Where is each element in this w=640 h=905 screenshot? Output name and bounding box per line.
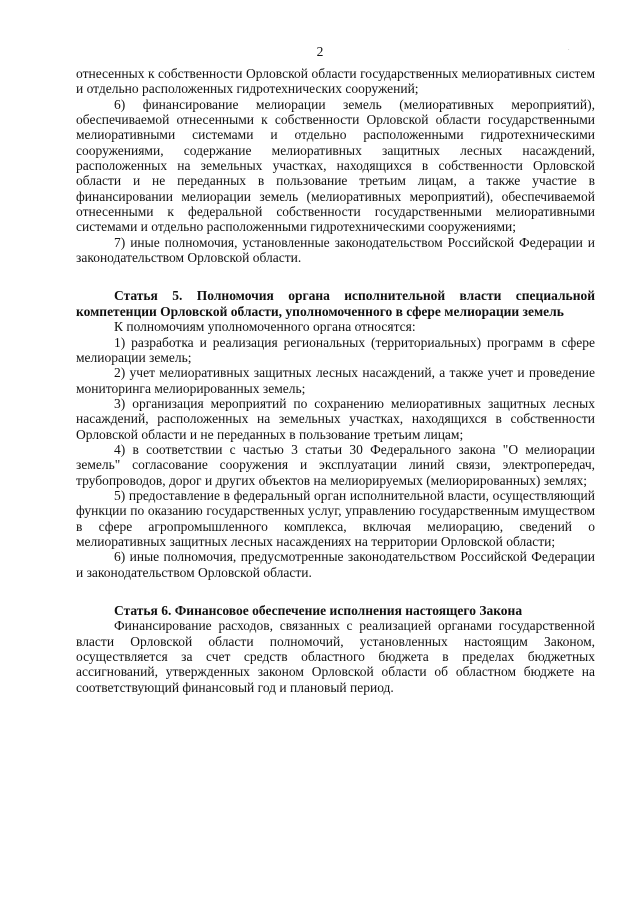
article-6-text: Финансирование расходов, связанных с реализацией органами государственной власти Орловской области полномочий, установленных настоящим Законом, осуществляется за счет средств областного бюджета в пределах бюджетных ассигнований, утвержденных законом Орловской области об областном бюджете на соответствующий финансовый год и плановый период. (76, 618, 595, 695)
page-number: 2 (316, 44, 324, 59)
article-5-intro: К полномочиям уполномоченного органа относятся: (114, 319, 416, 335)
article-5-item-4: 4) в соответствии с частью 3 статьи 30 Федерального закона "О мелиорации земель" согласование сооружения и эксплуатации линий связи, электропередач, трубопроводов, дорог и других объектов на мелиорируемых (мелиорированных) землях; (76, 441, 595, 488)
article-5-item-6: 6) иные полномочия, предусмотренные законодательством Российской Федерации и законодательством Орловской области. (76, 549, 595, 580)
list-item-7: 7) иные полномочия, установленные законодательством Российской Федерации и законодательством Орловской области. (76, 234, 595, 266)
scan-mark: . (568, 46, 570, 52)
section-spacer (76, 265, 595, 288)
article-5-heading: Статья 5. Полномочия органа исполнительной власти специальной компетенции Орловской области, уполномоченного в сфере мелиорации земель (76, 288, 595, 319)
article-5-item-1: 1) разработка и реализация региональных (территориальных) программ в сфере мелиорации земель; (76, 334, 595, 365)
article-5-item-2: 2) учет мелиоративных защитных лесных насаждений, а также учет и проведение мониторинга мелиорированных земель; (76, 365, 595, 396)
article-5-item-3: 3) организация мероприятий по сохранению мелиоративных защитных лесных насаждений, расположенных на земельных участках, находящихся в собственности Орловской области и не переданных в пользование третьим лицам; (76, 395, 595, 442)
section-spacer (76, 580, 595, 603)
article-6-heading: Статья 6. Финансовое обеспечение исполнения настоящего Закона (114, 603, 523, 618)
paragraph-continuation: отнесенных к собственности Орловской области государственных мелиоративных систем и отдельно расположенных гидротехнических сооружений; (76, 66, 595, 97)
article-5-item-5: 5) предоставление в федеральный орган исполнительной власти, осуществляющий функции по оказанию государственных услуг, управлению государственным имуществом в сфере агропромышленного комплекса, включая мелиорацию, сведений о мелиоративных защитных лесных насаждениях на территории Орловской области; (76, 487, 595, 549)
list-item-6: 6) финансирование мелиорации земель (мелиоративных мероприятий), обеспечиваемой отнесенными к собственности Орловской области государственными мелиоративными системами и отдельно расположенными гидротехническими сооружениями, содержание мелиоративных защитных лесных насаждений, расположенных на земельных участках, находящихся в собственности Орловской области и не переданных в пользование третьим лицам, а также участие в финансировании мелиорации земель (мелиоративных мероприятий), обеспечиваемой отнесенными к федеральной собственности государственными мелиоративными системами и отдельно расположенными гидротехническими сооружениями; (76, 96, 595, 235)
document-body (76, 66, 595, 695)
